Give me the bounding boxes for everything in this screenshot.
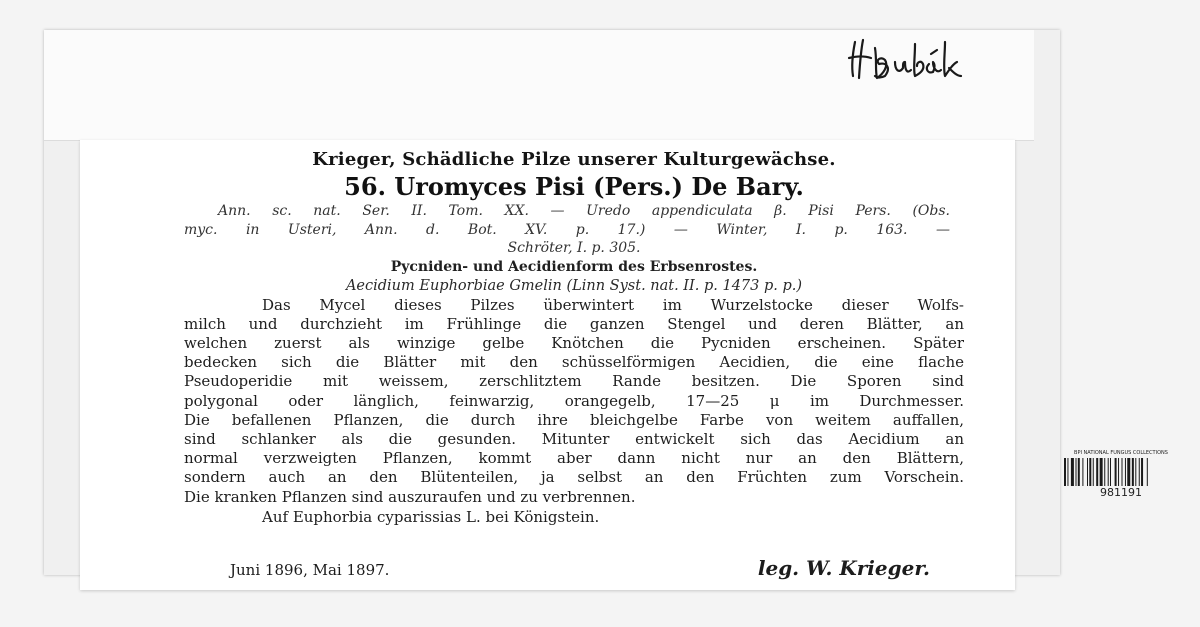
barcode-number: 981191 — [1100, 486, 1142, 499]
barcode-bar — [1100, 458, 1103, 486]
reference-line-2: myc. in Usteri, Ann. d. Bot. XV. p. 17.) — Winter, I. p. 163. — — [184, 221, 950, 238]
species-title: 56. Uromyces Pisi (Pers.) De Bary. — [344, 172, 804, 201]
barcode-bar — [1125, 458, 1126, 486]
barcode-bar — [1115, 458, 1117, 486]
subreference: Aecidium Euphorbiae Gmelin (Linn Syst. nat. II. p. 1473 p. p.) — [345, 277, 803, 294]
body-line: Das Mycel dieses Pilzes überwintert im Wurzelstocke dieser Wolfs- — [262, 295, 964, 314]
body-line: welchen zuerst als winzige gelbe Knötchen die Pycniden erscheinen. Später — [184, 333, 964, 352]
barcode-bar — [1127, 458, 1130, 486]
subheading: Pycniden- und Aecidienform des Erbsenrostes. — [390, 258, 758, 275]
series-title: Krieger, Schädliche Pilze unserer Kulturgewächse. — [312, 149, 836, 170]
barcode-bar — [1096, 458, 1098, 486]
barcode-bar — [1078, 458, 1080, 486]
host-locality: Auf Euphorbia cyparissias L. bei Königstein. — [262, 507, 600, 526]
barcode-header: BPI NATIONAL FUNGUS COLLECTIONS — [1074, 450, 1168, 456]
handwritten-signature — [845, 34, 965, 82]
barcode-bar — [1067, 458, 1068, 486]
label-text-block — [184, 148, 964, 527]
body-line: Pseudoperidie mit weissem, zerschlitztem Rande besitzen. Die Sporen sind — [184, 372, 964, 391]
barcode-bar — [1118, 458, 1119, 486]
body-line: normal verzweigten Pflanzen, kommt aber dann nicht nur an den Blättern, — [184, 449, 964, 468]
barcode-bar — [1064, 458, 1066, 486]
collection-dates: Juni 1896, Mai 1897. — [230, 561, 390, 579]
barcode-bar — [1132, 458, 1134, 486]
reference-line-1: Ann. sc. nat. Ser. II. Tom. XX. — Uredo appendiculata β. Pisi Pers. (Obs. — [218, 203, 950, 219]
barcode-bar — [1082, 458, 1083, 486]
description-body — [184, 296, 964, 507]
barcode-bar — [1087, 458, 1088, 486]
barcode-bar — [1108, 458, 1109, 486]
collector: leg. W. Krieger. — [757, 556, 930, 580]
body-line: polygonal oder länglich, feinwarzig, orangegelb, 17—25 μ im Durchmesser. — [184, 391, 964, 410]
body-line: milch und durchzieht im Frühlinge die ganzen Stengel und deren Blätter, an — [184, 314, 964, 333]
printed-label — [80, 140, 1015, 590]
body-line: sondern auch an den Blütenteilen, ja selbst an den Früchten zum Vorschein. — [184, 468, 964, 487]
barcode-label — [1062, 450, 1180, 510]
body-line: Die befallenen Pflanzen, die durch ihre bleichgelbe Farbe von weitem auffallen, — [184, 410, 964, 429]
barcode-bar — [1139, 458, 1140, 486]
body-line: bedecken sich die Blätter mit den schüsselförmigen Aecidien, die eine flache — [184, 353, 964, 372]
barcode-bar — [1093, 458, 1094, 486]
barcode-bar — [1110, 458, 1111, 486]
barcode-bar — [1147, 458, 1148, 486]
reference-line-3: Schröter, I. p. 305. — [507, 240, 641, 256]
barcode-bar — [1141, 458, 1143, 486]
barcode-bar — [1104, 458, 1105, 486]
label-footer — [230, 556, 930, 580]
body-line: sind schlanker als die gesunden. Mitunter entwickelt sich das Aecidium an — [184, 429, 964, 448]
barcode-bar — [1089, 458, 1091, 486]
barcode-bar — [1076, 458, 1077, 486]
barcode-bar — [1122, 458, 1123, 486]
barcode-bar — [1135, 458, 1136, 486]
barcode-icon — [1064, 458, 1178, 486]
body-line: Die kranken Pflanzen sind auszuraufen und zu verbrennen. — [184, 487, 636, 506]
barcode-bar — [1071, 458, 1074, 486]
